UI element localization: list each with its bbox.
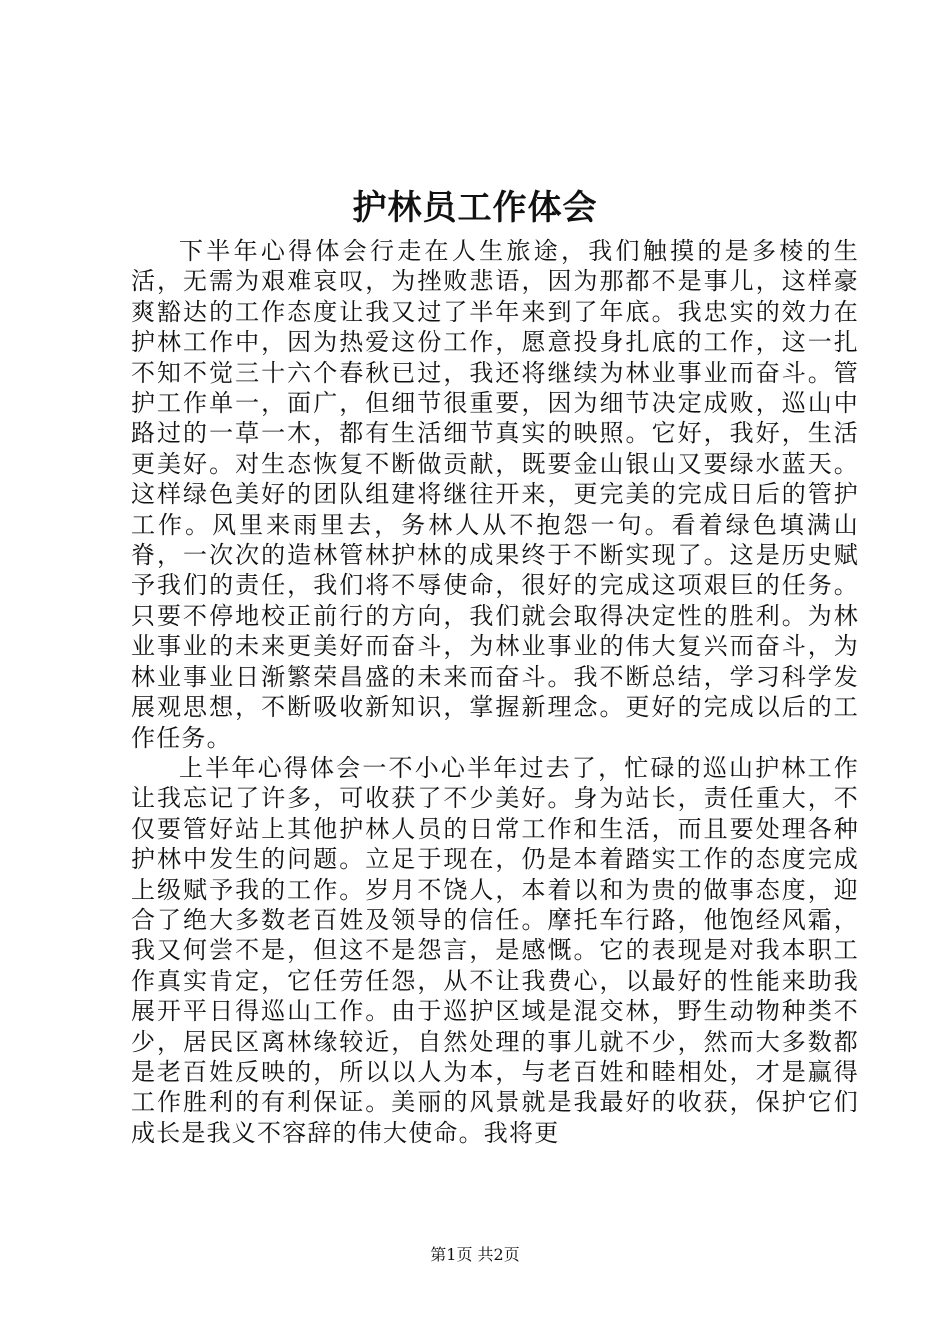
document-title: 护林员工作体会 <box>352 188 598 228</box>
paragraph-2: 上半年心得体会一不小心半年过去了，忙碌的巡山护林工作让我忘记了许多，可收获了不少美好。身为站长，责任重大，不仅要管好站上其他护林人员的日常工作和生活，而且要处理各种护林中发生的问题。立足于现在，仍是本着踏实工作的态度完成上级赋予我的工作。岁月不饶人，本着以和为贵的做事态度，迎合了绝大多数老百姓及领导的信任。摩托车行路，他饱经风霜，我又何尝不是，但这不是怨言，是感慨。它的表现是对我本职工作真实肯定，它任劳任怨，从不让我费心，以最好的性能来助我展开平日得巡山工作。由于巡护区域是混交林，野生动物种类不少，居民区离林缘较近，自然处理的事儿就不少，然而大多数都是老百姓反映的，所以以人为本，与老百姓和睦相处，才是赢得工作胜利的有利保证。美丽的风景就是我最好的收获，保护它们成长是我义不容辞的伟大使命。我将更 <box>131 753 859 1147</box>
document-body <box>131 236 859 1148</box>
paragraph-1: 下半年心得体会行走在人生旅途，我们触摸的是多棱的生活，无需为艰难哀叹，为挫败悲语，因为那都不是事儿，这样豪爽豁达的工作态度让我又过了半年来到了年底。我忠实的效力在护林工作中，因为热爱这份工作，愿意投身扎底的工作，这一扎不知不觉三十六个春秋已过，我还将继续为林业事业而奋斗。管护工作单一，面广，但细节很重要，因为细节决定成败，巡山中路过的一草一木，都有生活细节真实的映照。它好，我好，生活更美好。对生态恢复不断做贡献，既要金山银山又要绿水蓝天。这样绿色美好的团队组建将继往开来，更完美的完成日后的管护工作。风里来雨里去，务林人从不抱怨一句。看着绿色填满山脊，一次次的造林管林护林的成果终于不断实现了。这是历史赋予我们的责任，我们将不辱使命，很好的完成这项艰巨的任务。只要不停地校正前行的方向，我们就会取得决定性的胜利。为林业事业的未来更美好而奋斗，为林业事业的伟大复兴而奋斗，为林业事业日渐繁荣昌盛的未来而奋斗。我不断总结，学习科学发展观思想，不断吸收新知识，掌握新理念。更好的完成以后的工作任务。 <box>131 237 859 752</box>
page-indicator: 第1页 共2页 <box>430 1245 520 1264</box>
